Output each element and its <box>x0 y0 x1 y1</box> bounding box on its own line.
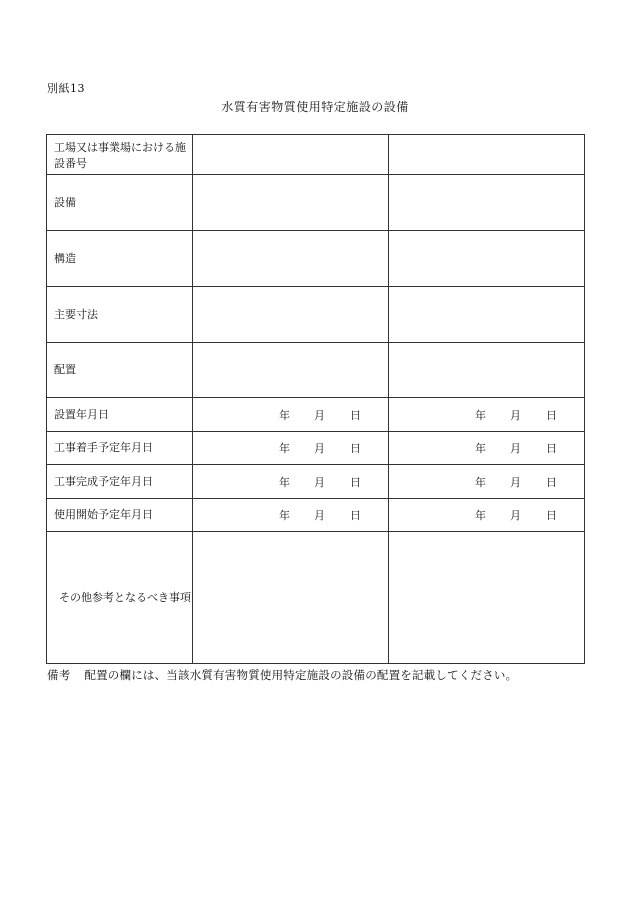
installation-date-cell-1[interactable] <box>193 398 389 432</box>
row-label-structure: 構造 <box>47 231 193 287</box>
day-unit: 日 <box>350 442 361 455</box>
row-label-equipment: 設備 <box>47 175 193 231</box>
row-label-other-reference: その他参考となるべき事項 <box>47 532 193 664</box>
table-row <box>47 432 585 465</box>
table-row <box>47 343 585 398</box>
layout-cell-1[interactable] <box>193 343 389 398</box>
row-label-installation-date: 設置年月日 <box>47 398 193 432</box>
month-unit: 月 <box>510 475 521 489</box>
structure-cell-2[interactable] <box>389 231 585 287</box>
year-unit: 年 <box>279 475 290 489</box>
month-unit: 月 <box>510 408 521 422</box>
row-label-use-start-date: 使用開始予定年月日 <box>47 499 193 532</box>
row-label-layout: 配置 <box>47 343 193 398</box>
main-dimensions-cell-1[interactable] <box>193 287 389 343</box>
construction-start-date-cell-1[interactable] <box>193 432 389 465</box>
construction-completion-date-cell-2[interactable] <box>389 465 585 499</box>
installation-date-cell-2[interactable] <box>389 398 585 432</box>
year-unit: 年 <box>279 408 290 422</box>
day-unit: 日 <box>546 509 557 522</box>
day-unit: 日 <box>350 475 361 489</box>
facility-equipment-table <box>46 134 585 664</box>
remarks-note <box>47 667 517 683</box>
table-row <box>47 135 585 175</box>
month-unit: 月 <box>314 475 325 489</box>
month-unit: 月 <box>314 509 325 522</box>
year-unit: 年 <box>475 408 486 422</box>
other-reference-cell-1[interactable] <box>193 532 389 664</box>
facility-number-cell-2[interactable] <box>389 135 585 175</box>
month-unit: 月 <box>314 442 325 455</box>
year-unit: 年 <box>475 475 486 489</box>
table-row <box>47 287 585 343</box>
month-unit: 月 <box>510 442 521 455</box>
main-dimensions-cell-2[interactable] <box>389 287 585 343</box>
year-unit: 年 <box>279 442 290 455</box>
year-unit: 年 <box>475 509 486 522</box>
use-start-date-cell-2[interactable] <box>389 499 585 532</box>
table-row <box>47 465 585 499</box>
page-title: 水質有害物質使用特定施設の設備 <box>221 100 409 114</box>
row-label-construction-completion-date: 工事完成予定年月日 <box>47 465 193 499</box>
row-label-construction-start-date: 工事着手予定年月日 <box>47 432 193 465</box>
day-unit: 日 <box>546 408 557 422</box>
day-unit: 日 <box>350 509 361 522</box>
day-unit: 日 <box>350 408 361 422</box>
facility-number-cell-1[interactable] <box>193 135 389 175</box>
day-unit: 日 <box>546 475 557 489</box>
equipment-cell-1[interactable] <box>193 175 389 231</box>
year-unit: 年 <box>279 509 290 522</box>
month-unit: 月 <box>510 509 521 522</box>
year-unit: 年 <box>475 442 486 455</box>
row-label-facility-number: 工場又は事業場における施設番号 <box>47 135 193 175</box>
layout-cell-2[interactable] <box>389 343 585 398</box>
remarks-text: 配置の欄には、当該水質有害物質使用特定施設の設備の配置を記載してください。 <box>84 668 518 682</box>
table-row <box>47 532 585 664</box>
remarks-heading: 備考 <box>47 668 71 682</box>
table-row <box>47 499 585 532</box>
use-start-date-cell-1[interactable] <box>193 499 389 532</box>
table-row <box>47 175 585 231</box>
month-unit: 月 <box>314 408 325 422</box>
structure-cell-1[interactable] <box>193 231 389 287</box>
table-row <box>47 231 585 287</box>
construction-completion-date-cell-1[interactable] <box>193 465 389 499</box>
row-label-main-dimensions: 主要寸法 <box>47 287 193 343</box>
other-reference-cell-2[interactable] <box>389 532 585 664</box>
day-unit: 日 <box>546 442 557 455</box>
equipment-cell-2[interactable] <box>389 175 585 231</box>
attachment-label: 別紙13 <box>47 82 85 95</box>
construction-start-date-cell-2[interactable] <box>389 432 585 465</box>
table-row <box>47 398 585 432</box>
